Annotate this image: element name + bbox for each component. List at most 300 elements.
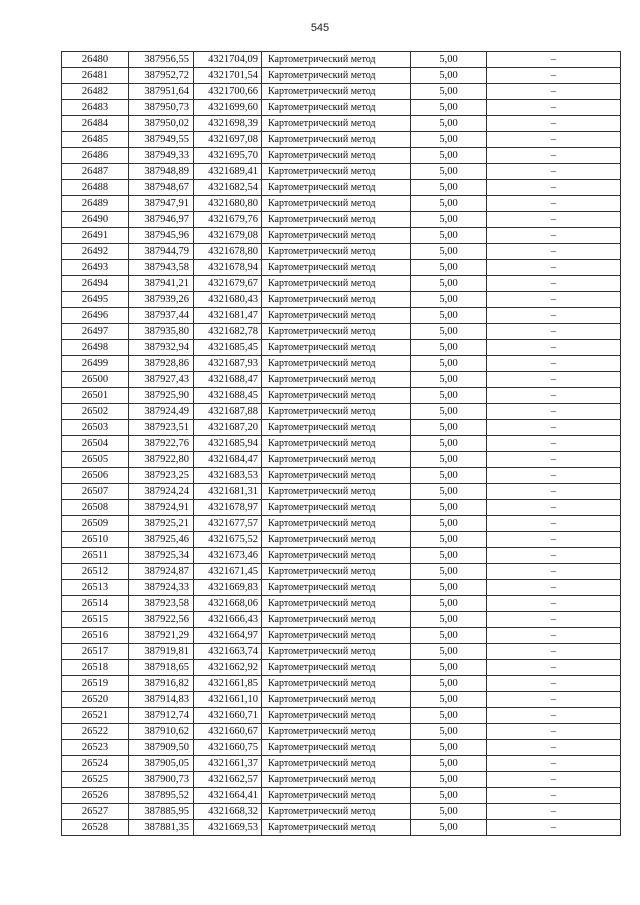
table-row: [62, 244, 621, 260]
method-cell: Картометрический метод: [262, 756, 411, 772]
x-coordinate-cell: 387928,86: [129, 356, 194, 372]
description-cell: –: [487, 260, 621, 276]
table-row: [62, 804, 621, 820]
point-number-cell: 26482: [62, 84, 129, 100]
accuracy-cell: 5,00: [411, 84, 487, 100]
description-cell: –: [487, 692, 621, 708]
y-coordinate-cell: 4321677,57: [194, 516, 262, 532]
table-row: [62, 628, 621, 644]
description-cell: –: [487, 52, 621, 68]
point-number-cell: 26506: [62, 468, 129, 484]
description-cell: –: [487, 212, 621, 228]
table-row: [62, 436, 621, 452]
table-row: [62, 260, 621, 276]
y-coordinate-cell: 4321682,54: [194, 180, 262, 196]
method-cell: Картометрический метод: [262, 52, 411, 68]
table-row: [62, 132, 621, 148]
description-cell: –: [487, 788, 621, 804]
method-cell: Картометрический метод: [262, 788, 411, 804]
method-cell: Картометрический метод: [262, 84, 411, 100]
y-coordinate-cell: 4321675,52: [194, 532, 262, 548]
table-row: [62, 468, 621, 484]
accuracy-cell: 5,00: [411, 148, 487, 164]
table-row: [62, 100, 621, 116]
x-coordinate-cell: 387916,82: [129, 676, 194, 692]
description-cell: –: [487, 340, 621, 356]
method-cell: Картометрический метод: [262, 820, 411, 836]
description-cell: –: [487, 596, 621, 612]
x-coordinate-cell: 387935,80: [129, 324, 194, 340]
description-cell: –: [487, 516, 621, 532]
method-cell: Картометрический метод: [262, 420, 411, 436]
y-coordinate-cell: 4321697,08: [194, 132, 262, 148]
y-coordinate-cell: 4321698,39: [194, 116, 262, 132]
method-cell: Картометрический метод: [262, 276, 411, 292]
method-cell: Картометрический метод: [262, 212, 411, 228]
accuracy-cell: 5,00: [411, 436, 487, 452]
y-coordinate-cell: 4321700,66: [194, 84, 262, 100]
x-coordinate-cell: 387946,97: [129, 212, 194, 228]
method-cell: Картометрический метод: [262, 388, 411, 404]
description-cell: –: [487, 532, 621, 548]
y-coordinate-cell: 4321680,43: [194, 292, 262, 308]
accuracy-cell: 5,00: [411, 484, 487, 500]
table-row: [62, 500, 621, 516]
table-row: [62, 660, 621, 676]
point-number-cell: 26491: [62, 228, 129, 244]
y-coordinate-cell: 4321661,37: [194, 756, 262, 772]
description-cell: –: [487, 68, 621, 84]
y-coordinate-cell: 4321678,80: [194, 244, 262, 260]
y-coordinate-cell: 4321695,70: [194, 148, 262, 164]
accuracy-cell: 5,00: [411, 196, 487, 212]
method-cell: Картометрический метод: [262, 484, 411, 500]
point-number-cell: 26510: [62, 532, 129, 548]
x-coordinate-cell: 387932,94: [129, 340, 194, 356]
accuracy-cell: 5,00: [411, 548, 487, 564]
description-cell: –: [487, 644, 621, 660]
y-coordinate-cell: 4321685,94: [194, 436, 262, 452]
description-cell: –: [487, 308, 621, 324]
table-row: [62, 324, 621, 340]
x-coordinate-cell: 387950,02: [129, 116, 194, 132]
point-number-cell: 26500: [62, 372, 129, 388]
point-number-cell: 26503: [62, 420, 129, 436]
x-coordinate-cell: 387949,33: [129, 148, 194, 164]
point-number-cell: 26518: [62, 660, 129, 676]
method-cell: Картометрический метод: [262, 516, 411, 532]
point-number-cell: 26520: [62, 692, 129, 708]
method-cell: Картометрический метод: [262, 164, 411, 180]
x-coordinate-cell: 387922,56: [129, 612, 194, 628]
accuracy-cell: 5,00: [411, 516, 487, 532]
method-cell: Картометрический метод: [262, 772, 411, 788]
x-coordinate-cell: 387885,95: [129, 804, 194, 820]
point-number-cell: 26523: [62, 740, 129, 756]
x-coordinate-cell: 387948,89: [129, 164, 194, 180]
description-cell: –: [487, 404, 621, 420]
page-number: 545: [310, 22, 330, 34]
point-number-cell: 26501: [62, 388, 129, 404]
y-coordinate-cell: 4321685,45: [194, 340, 262, 356]
method-cell: Картометрический метод: [262, 532, 411, 548]
accuracy-cell: 5,00: [411, 116, 487, 132]
table-row: [62, 644, 621, 660]
y-coordinate-cell: 4321704,09: [194, 52, 262, 68]
table-row: [62, 308, 621, 324]
x-coordinate-cell: 387900,73: [129, 772, 194, 788]
y-coordinate-cell: 4321671,45: [194, 564, 262, 580]
y-coordinate-cell: 4321661,10: [194, 692, 262, 708]
description-cell: –: [487, 388, 621, 404]
table-row: [62, 820, 621, 836]
description-cell: –: [487, 500, 621, 516]
description-cell: –: [487, 180, 621, 196]
description-cell: –: [487, 548, 621, 564]
y-coordinate-cell: 4321681,31: [194, 484, 262, 500]
y-coordinate-cell: 4321687,93: [194, 356, 262, 372]
table-row: [62, 548, 621, 564]
description-cell: –: [487, 276, 621, 292]
description-cell: –: [487, 580, 621, 596]
description-cell: –: [487, 676, 621, 692]
table-row: [62, 788, 621, 804]
y-coordinate-cell: 4321678,94: [194, 260, 262, 276]
table-row: [62, 708, 621, 724]
accuracy-cell: 5,00: [411, 420, 487, 436]
coordinates-table-body: [62, 52, 621, 836]
x-coordinate-cell: 387925,34: [129, 548, 194, 564]
description-cell: –: [487, 84, 621, 100]
accuracy-cell: 5,00: [411, 356, 487, 372]
x-coordinate-cell: 387925,90: [129, 388, 194, 404]
table-row: [62, 564, 621, 580]
x-coordinate-cell: 387909,50: [129, 740, 194, 756]
table-row: [62, 612, 621, 628]
accuracy-cell: 5,00: [411, 692, 487, 708]
table-row: [62, 532, 621, 548]
x-coordinate-cell: 387923,25: [129, 468, 194, 484]
method-cell: Картометрический метод: [262, 676, 411, 692]
description-cell: –: [487, 724, 621, 740]
y-coordinate-cell: 4321687,20: [194, 420, 262, 436]
method-cell: Картометрический метод: [262, 68, 411, 84]
x-coordinate-cell: 387944,79: [129, 244, 194, 260]
y-coordinate-cell: 4321662,92: [194, 660, 262, 676]
method-cell: Картометрический метод: [262, 708, 411, 724]
x-coordinate-cell: 387927,43: [129, 372, 194, 388]
accuracy-cell: 5,00: [411, 100, 487, 116]
method-cell: Картометрический метод: [262, 228, 411, 244]
table-row: [62, 420, 621, 436]
x-coordinate-cell: 387924,24: [129, 484, 194, 500]
description-cell: –: [487, 484, 621, 500]
accuracy-cell: 5,00: [411, 340, 487, 356]
accuracy-cell: 5,00: [411, 756, 487, 772]
table-row: [62, 388, 621, 404]
table-row: [62, 340, 621, 356]
description-cell: –: [487, 148, 621, 164]
point-number-cell: 26498: [62, 340, 129, 356]
point-number-cell: 26497: [62, 324, 129, 340]
point-number-cell: 26525: [62, 772, 129, 788]
table-row: [62, 596, 621, 612]
point-number-cell: 26509: [62, 516, 129, 532]
method-cell: Картометрический метод: [262, 148, 411, 164]
y-coordinate-cell: 4321666,43: [194, 612, 262, 628]
description-cell: –: [487, 628, 621, 644]
point-number-cell: 26490: [62, 212, 129, 228]
y-coordinate-cell: 4321668,06: [194, 596, 262, 612]
y-coordinate-cell: 4321684,47: [194, 452, 262, 468]
description-cell: –: [487, 244, 621, 260]
point-number-cell: 26512: [62, 564, 129, 580]
y-coordinate-cell: 4321679,67: [194, 276, 262, 292]
method-cell: Картометрический метод: [262, 692, 411, 708]
description-cell: –: [487, 452, 621, 468]
x-coordinate-cell: 387939,26: [129, 292, 194, 308]
x-coordinate-cell: 387910,62: [129, 724, 194, 740]
table-row: [62, 356, 621, 372]
x-coordinate-cell: 387895,52: [129, 788, 194, 804]
x-coordinate-cell: 387943,58: [129, 260, 194, 276]
table-row: [62, 276, 621, 292]
accuracy-cell: 5,00: [411, 260, 487, 276]
method-cell: Картометрический метод: [262, 404, 411, 420]
y-coordinate-cell: 4321662,57: [194, 772, 262, 788]
method-cell: Картометрический метод: [262, 244, 411, 260]
table-row: [62, 484, 621, 500]
table-row: [62, 452, 621, 468]
accuracy-cell: 5,00: [411, 788, 487, 804]
method-cell: Картометрический метод: [262, 260, 411, 276]
point-number-cell: 26495: [62, 292, 129, 308]
accuracy-cell: 5,00: [411, 132, 487, 148]
point-number-cell: 26522: [62, 724, 129, 740]
description-cell: –: [487, 772, 621, 788]
x-coordinate-cell: 387952,72: [129, 68, 194, 84]
accuracy-cell: 5,00: [411, 292, 487, 308]
method-cell: Картометрический метод: [262, 660, 411, 676]
accuracy-cell: 5,00: [411, 308, 487, 324]
accuracy-cell: 5,00: [411, 452, 487, 468]
method-cell: Картометрический метод: [262, 116, 411, 132]
table-row: [62, 516, 621, 532]
y-coordinate-cell: 4321661,85: [194, 676, 262, 692]
table-row: [62, 676, 621, 692]
table-row: [62, 180, 621, 196]
point-number-cell: 26504: [62, 436, 129, 452]
point-number-cell: 26499: [62, 356, 129, 372]
description-cell: –: [487, 164, 621, 180]
table-row: [62, 772, 621, 788]
point-number-cell: 26493: [62, 260, 129, 276]
accuracy-cell: 5,00: [411, 740, 487, 756]
description-cell: –: [487, 324, 621, 340]
table-row: [62, 116, 621, 132]
point-number-cell: 26513: [62, 580, 129, 596]
y-coordinate-cell: 4321688,45: [194, 388, 262, 404]
accuracy-cell: 5,00: [411, 596, 487, 612]
method-cell: Картометрический метод: [262, 628, 411, 644]
description-cell: –: [487, 356, 621, 372]
x-coordinate-cell: 387921,29: [129, 628, 194, 644]
description-cell: –: [487, 708, 621, 724]
point-number-cell: 26511: [62, 548, 129, 564]
y-coordinate-cell: 4321688,47: [194, 372, 262, 388]
table-row: [62, 52, 621, 68]
accuracy-cell: 5,00: [411, 212, 487, 228]
method-cell: Картометрический метод: [262, 724, 411, 740]
point-number-cell: 26488: [62, 180, 129, 196]
point-number-cell: 26485: [62, 132, 129, 148]
description-cell: –: [487, 116, 621, 132]
table-row: [62, 580, 621, 596]
y-coordinate-cell: 4321689,41: [194, 164, 262, 180]
accuracy-cell: 5,00: [411, 660, 487, 676]
point-number-cell: 26502: [62, 404, 129, 420]
method-cell: Картометрический метод: [262, 436, 411, 452]
accuracy-cell: 5,00: [411, 276, 487, 292]
coordinates-table: [61, 51, 621, 836]
x-coordinate-cell: 387925,21: [129, 516, 194, 532]
x-coordinate-cell: 387922,76: [129, 436, 194, 452]
table-row: [62, 228, 621, 244]
x-coordinate-cell: 387905,05: [129, 756, 194, 772]
method-cell: Картометрический метод: [262, 612, 411, 628]
accuracy-cell: 5,00: [411, 244, 487, 260]
method-cell: Картометрический метод: [262, 372, 411, 388]
method-cell: Картометрический метод: [262, 468, 411, 484]
method-cell: Картометрический метод: [262, 564, 411, 580]
accuracy-cell: 5,00: [411, 820, 487, 836]
y-coordinate-cell: 4321664,41: [194, 788, 262, 804]
table-row: [62, 68, 621, 84]
description-cell: –: [487, 228, 621, 244]
point-number-cell: 26484: [62, 116, 129, 132]
description-cell: –: [487, 820, 621, 836]
point-number-cell: 26508: [62, 500, 129, 516]
y-coordinate-cell: 4321687,88: [194, 404, 262, 420]
accuracy-cell: 5,00: [411, 372, 487, 388]
method-cell: Картометрический метод: [262, 452, 411, 468]
table-row: [62, 212, 621, 228]
x-coordinate-cell: 387924,33: [129, 580, 194, 596]
table-row: [62, 196, 621, 212]
x-coordinate-cell: 387949,55: [129, 132, 194, 148]
description-cell: –: [487, 420, 621, 436]
accuracy-cell: 5,00: [411, 644, 487, 660]
method-cell: Картометрический метод: [262, 180, 411, 196]
y-coordinate-cell: 4321701,54: [194, 68, 262, 84]
accuracy-cell: 5,00: [411, 68, 487, 84]
point-number-cell: 26494: [62, 276, 129, 292]
point-number-cell: 26526: [62, 788, 129, 804]
point-number-cell: 26483: [62, 100, 129, 116]
description-cell: –: [487, 756, 621, 772]
accuracy-cell: 5,00: [411, 532, 487, 548]
description-cell: –: [487, 132, 621, 148]
method-cell: Картометрический метод: [262, 500, 411, 516]
y-coordinate-cell: 4321660,67: [194, 724, 262, 740]
description-cell: –: [487, 564, 621, 580]
table-row: [62, 372, 621, 388]
x-coordinate-cell: 387941,21: [129, 276, 194, 292]
table-row: [62, 756, 621, 772]
x-coordinate-cell: 387919,81: [129, 644, 194, 660]
x-coordinate-cell: 387924,91: [129, 500, 194, 516]
description-cell: –: [487, 436, 621, 452]
description-cell: –: [487, 660, 621, 676]
table-row: [62, 148, 621, 164]
method-cell: Картометрический метод: [262, 596, 411, 612]
method-cell: Картометрический метод: [262, 804, 411, 820]
method-cell: Картометрический метод: [262, 132, 411, 148]
y-coordinate-cell: 4321660,71: [194, 708, 262, 724]
method-cell: Картометрический метод: [262, 740, 411, 756]
accuracy-cell: 5,00: [411, 228, 487, 244]
point-number-cell: 26480: [62, 52, 129, 68]
x-coordinate-cell: 387881,35: [129, 820, 194, 836]
point-number-cell: 26487: [62, 164, 129, 180]
accuracy-cell: 5,00: [411, 324, 487, 340]
x-coordinate-cell: 387925,46: [129, 532, 194, 548]
point-number-cell: 26496: [62, 308, 129, 324]
point-number-cell: 26514: [62, 596, 129, 612]
x-coordinate-cell: 387914,83: [129, 692, 194, 708]
y-coordinate-cell: 4321679,08: [194, 228, 262, 244]
point-number-cell: 26527: [62, 804, 129, 820]
table-row: [62, 84, 621, 100]
method-cell: Картометрический метод: [262, 580, 411, 596]
point-number-cell: 26521: [62, 708, 129, 724]
y-coordinate-cell: 4321680,80: [194, 196, 262, 212]
accuracy-cell: 5,00: [411, 388, 487, 404]
y-coordinate-cell: 4321660,75: [194, 740, 262, 756]
point-number-cell: 26486: [62, 148, 129, 164]
accuracy-cell: 5,00: [411, 804, 487, 820]
point-number-cell: 26507: [62, 484, 129, 500]
accuracy-cell: 5,00: [411, 772, 487, 788]
point-number-cell: 26515: [62, 612, 129, 628]
description-cell: –: [487, 804, 621, 820]
x-coordinate-cell: 387918,65: [129, 660, 194, 676]
accuracy-cell: 5,00: [411, 164, 487, 180]
y-coordinate-cell: 4321682,78: [194, 324, 262, 340]
point-number-cell: 26481: [62, 68, 129, 84]
y-coordinate-cell: 4321669,53: [194, 820, 262, 836]
point-number-cell: 26505: [62, 452, 129, 468]
table-row: [62, 724, 621, 740]
table-row: [62, 740, 621, 756]
accuracy-cell: 5,00: [411, 628, 487, 644]
y-coordinate-cell: 4321681,47: [194, 308, 262, 324]
method-cell: Картометрический метод: [262, 292, 411, 308]
x-coordinate-cell: 387956,55: [129, 52, 194, 68]
accuracy-cell: 5,00: [411, 468, 487, 484]
x-coordinate-cell: 387923,51: [129, 420, 194, 436]
x-coordinate-cell: 387924,49: [129, 404, 194, 420]
point-number-cell: 26489: [62, 196, 129, 212]
accuracy-cell: 5,00: [411, 724, 487, 740]
method-cell: Картометрический метод: [262, 340, 411, 356]
y-coordinate-cell: 4321669,83: [194, 580, 262, 596]
method-cell: Картометрический метод: [262, 548, 411, 564]
description-cell: –: [487, 372, 621, 388]
description-cell: –: [487, 100, 621, 116]
accuracy-cell: 5,00: [411, 404, 487, 420]
table-row: [62, 292, 621, 308]
